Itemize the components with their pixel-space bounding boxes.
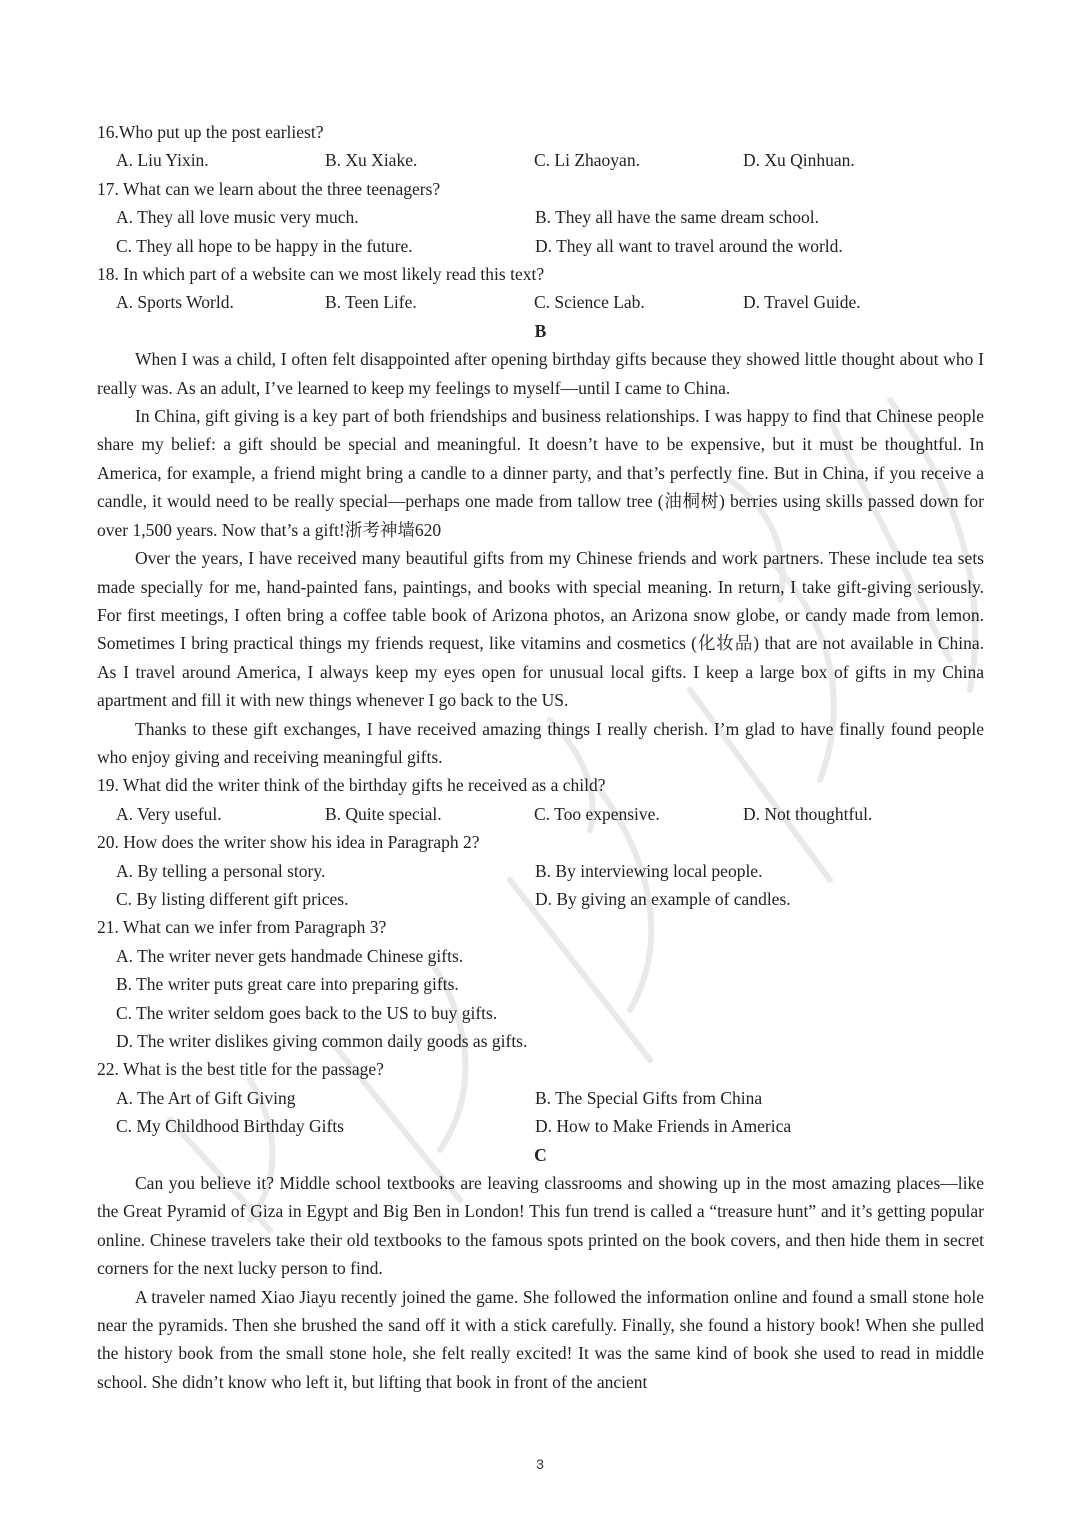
question-19-options bbox=[97, 800, 984, 828]
option: A. Liu Yixin. bbox=[116, 150, 209, 171]
option: D. By giving an example of candles. bbox=[535, 888, 791, 909]
option: C. By listing different gift prices. bbox=[116, 888, 349, 909]
option: C. Too expensive. bbox=[534, 803, 660, 824]
section-b-heading: B bbox=[534, 320, 547, 341]
option: B. They all have the same dream school. bbox=[535, 207, 819, 228]
option: A. They all love music very much. bbox=[116, 207, 359, 228]
question-17-options-row1 bbox=[97, 203, 984, 231]
option: B. By interviewing local people. bbox=[535, 860, 763, 881]
exam-content bbox=[97, 118, 984, 1396]
option: D. Not thoughtful. bbox=[743, 803, 873, 824]
question-20-options-row2 bbox=[97, 885, 984, 913]
section-b-paragraph-4: Thanks to these gift exchanges, I have received amazing things I really cherish. I’m glad to have finally found people who enjoy giving and receiving meaningful gifts. bbox=[97, 718, 984, 767]
section-b-paragraph-2: In China, gift giving is a key part of both friendships and business relationships. I was happy to find that Chinese people share my belief: a gift should be special and meaningful. It doesn’t have to be expensive, but it must be thoughtful. In America, for example, a friend might bring a candle to a dinner party, and that’s perfectly fine. But in China, if you receive a candle, it would need to be really special—perhaps one made from tallow tree (油桐树) berries using skills passed down for over 1,500 years. Now that’s a gift!浙考神墙620 bbox=[97, 406, 984, 540]
option: C. Li Zhaoyan. bbox=[534, 150, 640, 171]
question-16-options bbox=[97, 146, 984, 174]
question-22-options-row1 bbox=[97, 1084, 984, 1112]
option: D. How to Make Friends in America bbox=[535, 1116, 792, 1137]
question-19-stem: 19. What did the writer think of the birthday gifts he received as a child? bbox=[97, 775, 606, 796]
question-22-stem: 22. What is the best title for the passage? bbox=[97, 1059, 384, 1080]
option: B. Xu Xiake. bbox=[325, 150, 418, 171]
question-20-stem: 20. How does the writer show his idea in Paragraph 2? bbox=[97, 832, 480, 853]
option: A. By telling a personal story. bbox=[116, 860, 326, 881]
option: C. The writer seldom goes back to the US to buy gifts. bbox=[116, 1002, 498, 1023]
section-c-paragraph-1: Can you believe it? Middle school textbooks are leaving classrooms and showing up in the most amazing places—like the Great Pyramid of Giza in Egypt and Big Ben in London! This fun trend is called a “treasure hunt” and it’s getting popular online. Chinese travelers take their old textbooks to the famous spots printed on the book covers, and then hide them in secret corners for the next lucky person to find. bbox=[97, 1173, 984, 1279]
question-21-stem: 21. What can we infer from Paragraph 3? bbox=[97, 917, 387, 938]
option: B. Teen Life. bbox=[325, 292, 417, 313]
option: A. The writer never gets handmade Chinese gifts. bbox=[116, 945, 464, 966]
option: A. Sports World. bbox=[116, 292, 234, 313]
option: A. Very useful. bbox=[116, 803, 222, 824]
option: B. Quite special. bbox=[325, 803, 442, 824]
section-c-heading: C bbox=[534, 1144, 547, 1165]
option: C. They all hope to be happy in the future. bbox=[116, 235, 413, 256]
option: C. My Childhood Birthday Gifts bbox=[116, 1116, 344, 1137]
question-17-stem: 17. What can we learn about the three teenagers? bbox=[97, 178, 441, 199]
question-20-options-row1 bbox=[97, 857, 984, 885]
question-18-options bbox=[97, 288, 984, 316]
option: B. The Special Gifts from China bbox=[535, 1087, 763, 1108]
option: D. The writer dislikes giving common daily goods as gifts. bbox=[116, 1031, 528, 1051]
option: C. Science Lab. bbox=[534, 292, 645, 313]
section-b-paragraph-1: When I was a child, I often felt disappointed after opening birthday gifts because they showed little thought about who I really was. As an adult, I’ve learned to keep my feelings to myself—until I came to China. bbox=[97, 349, 984, 398]
question-17-options-row2 bbox=[97, 232, 984, 260]
option: D. Travel Guide. bbox=[743, 292, 861, 313]
option: B. The writer puts great care into preparing gifts. bbox=[116, 974, 459, 995]
section-b-paragraph-3: Over the years, I have received many beautiful gifts from my Chinese friends and work partners. These include tea sets made specially for me, hand-painted fans, paintings, and books with special meaning. In return, I take gift-giving seriously. For first meetings, I often bring a coffee table book of Arizona photos, an Arizona snow globe, or candy made from lemon. Sometimes I bring practical things my friends request, like vitamins and cosmetics (化妆品) that are not available in China. As I travel around America, I always keep my eyes open for unusual local gifts. I keep a large box of gifts in my China apartment and fill it with new things whenever I go back to the US. bbox=[97, 548, 984, 711]
option: D. Xu Qinhuan. bbox=[743, 150, 855, 171]
option: A. The Art of Gift Giving bbox=[116, 1087, 296, 1108]
option: D. They all want to travel around the world. bbox=[535, 235, 843, 256]
question-22-options-row2 bbox=[97, 1112, 984, 1140]
page-number: 3 bbox=[536, 1456, 544, 1472]
question-18-stem: 18. In which part of a website can we most likely read this text? bbox=[97, 264, 545, 285]
question-16-stem: 16.Who put up the post earliest? bbox=[97, 122, 324, 142]
section-c-paragraph-2: A traveler named Xiao Jiayu recently joined the game. She followed the information online and found a small stone hole near the pyramids. Then she brushed the sand off it with a stick carefully. Finally, she found a history book! When she pulled the history book from the small stone hole, she felt really excited! It was the same kind of book she used to read in middle school. She didn’t know who left it, but lifting that book in front of the ancient bbox=[97, 1286, 984, 1392]
